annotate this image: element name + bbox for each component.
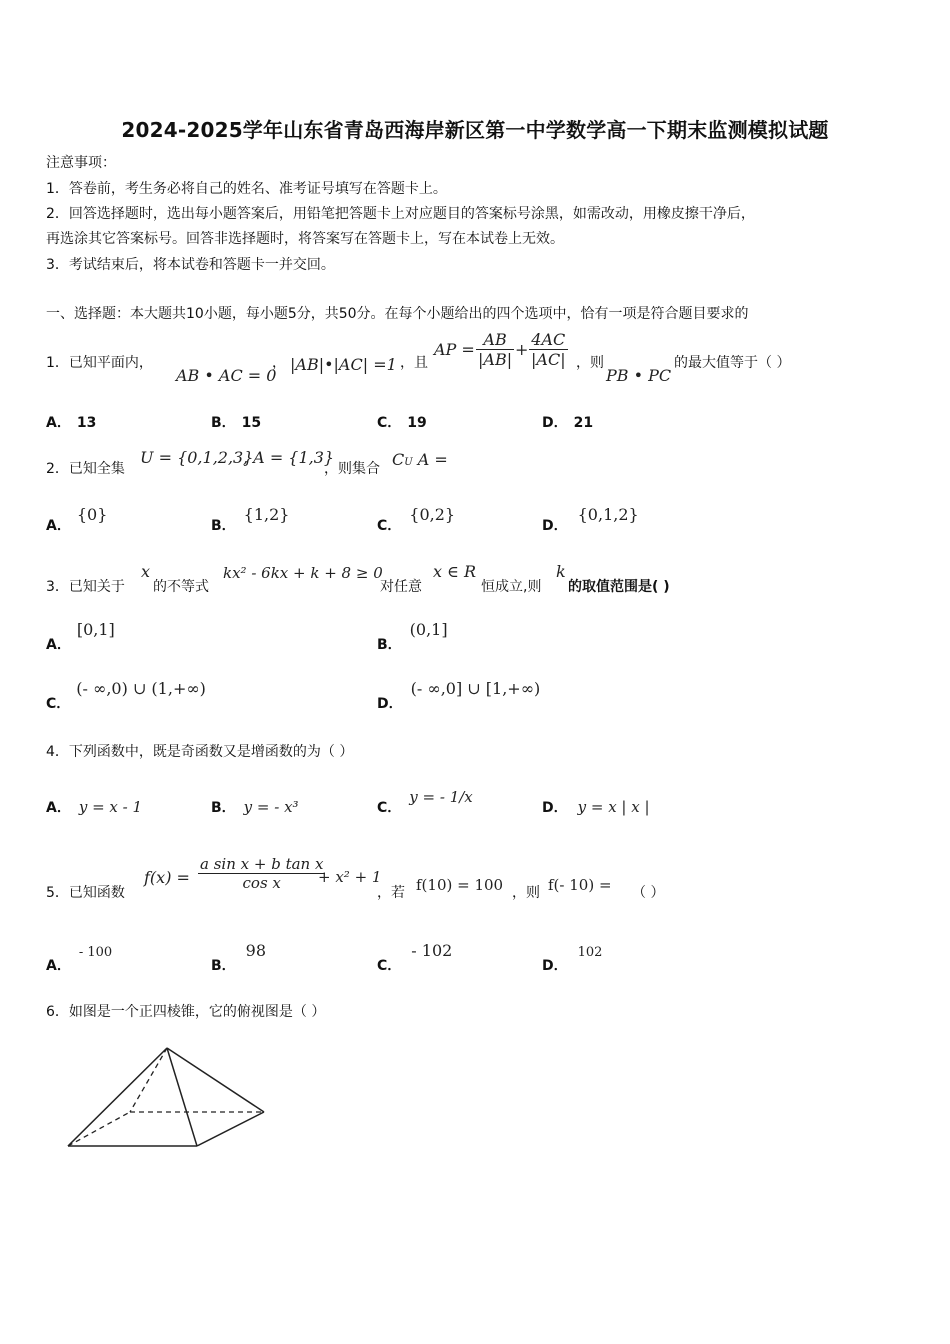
fraction-denominator: cos x [242,874,281,892]
math-expression: kx² - 6kx + k + 8 ≥ 0 [223,564,383,582]
math-expression: x ∈ R [433,562,477,581]
question-text: 已知全集 [68,461,125,477]
question-text: ，则 [512,885,540,901]
question-text: 对任意 [380,579,422,595]
option-label: C． [377,800,402,816]
option-value: [0,1] [76,620,115,639]
option-value: - 100 [78,945,113,960]
option-value: y = - 1/x [409,788,473,806]
math-expression: f(x) = [144,868,190,887]
question-text: ， [272,355,286,371]
pyramid-base-edge [197,1112,264,1146]
subscript: U [404,457,413,468]
question-number: 5． [46,885,69,901]
question-text: 已知平面内， [68,355,153,371]
question-text: 的最大值等于（ ） [674,355,791,371]
fraction-numerator: AB [476,330,514,350]
pyramid-edge [167,1048,197,1146]
question-text: 的取值范围是( ) [568,579,670,595]
question-text: 的不等式 [153,579,209,595]
option-value: 21 [573,415,594,431]
math-expression: C [392,450,405,469]
option-label: A． [46,518,71,534]
option-label: C． [46,696,71,712]
question-text: 下列函数中，既是奇函数又是增函数的为（ ） [68,744,354,760]
option-label: C． [377,958,402,974]
fraction [476,330,514,369]
plus-sign: + [515,340,529,359]
question-text: ，且 [400,355,428,371]
option-label: C． [377,415,402,431]
option-value: {1,2} [243,505,290,524]
fraction [529,330,568,369]
option-value: y = - x³ [243,798,299,816]
option-value: {0,1,2} [577,505,639,524]
question-number: 1． [46,355,69,371]
fraction-denominator: |AB| [478,350,513,369]
math-expression: f(- 10) = [548,876,612,894]
option-value: y = x | x | [577,798,650,816]
math-expression: + x² + 1 [318,868,382,886]
fraction-numerator: 4AC [529,330,568,350]
note-item: 3．考试结束后，将本试卷和答题卡一并交回。 [46,257,335,273]
math-expression: f(10) = 100 [416,876,504,894]
option-value: 13 [76,415,97,431]
question-text: 已知函数 [68,885,125,901]
option-value: y = x - 1 [78,798,143,816]
option-value: {0,2} [409,505,456,524]
note-item: 2．回答选择题时，选出每小题答案后，用铅笔把答题卡上对应题目的答案标号涂黑，如需改动，用橡皮擦干净后， [46,206,755,222]
pyramid-edge [167,1048,264,1112]
option-label: B． [211,958,236,974]
option-label: A． [46,415,71,431]
fraction-numerator: a sin x + b tan x [200,855,324,873]
option-label: D． [542,518,568,534]
option-value: (0,1] [409,620,448,639]
option-value: 102 [577,945,603,960]
question-text: 已知关于 [68,579,125,595]
option-label: D． [542,958,568,974]
option-value: 15 [241,415,262,431]
option-label: A． [46,637,71,653]
question-text: （ ） [632,885,665,901]
option-label: D． [377,696,403,712]
math-expression: U = {0,1,2,3} [140,448,254,467]
math-expression: PB • PC [606,366,672,385]
pyramid-edge [68,1048,167,1146]
question-text: ，若 [377,885,405,901]
question-number: 3． [46,579,69,595]
page-title: 2024-2025学年山东省青岛西海岸新区第一中学数学高一下期末监测模拟试题 [121,118,829,142]
question-text: 恒成立,则 [481,579,542,595]
option-label: B． [211,518,236,534]
option-value: - 102 [411,941,453,960]
option-value: 98 [245,941,267,960]
option-label: D． [542,800,568,816]
option-label: A． [46,800,71,816]
math-expression: |AB|•|AC| =1 [290,355,397,374]
math-expression: , A = {1,3} [243,448,335,467]
fraction-denominator: |AC| [531,350,566,369]
question-text: ，则 [576,355,604,371]
fraction [198,855,325,892]
option-value: (- ∞,0) ∪ (1,+∞) [76,679,206,698]
option-label: B． [377,637,402,653]
math-expression: A = [417,450,448,469]
option-label: B． [211,415,236,431]
note-item: 再选涂其它答案标号。回答非选择题时，将答案写在答题卡上，写在本试卷上无效。 [46,231,564,247]
question-number: 2． [46,461,69,477]
option-label: B． [211,800,236,816]
math-expression: k [556,562,566,581]
option-label: D． [542,415,568,431]
option-label: A． [46,958,71,974]
section-heading: 一、选择题：本大题共10小题，每小题5分，共50分。在每个小题给出的四个选项中，恰有一项是符合题目要求的 [46,306,749,322]
note-item: 1．答卷前，考生务必将自己的姓名、准考证号填写在答题卡上。 [46,181,447,197]
question-number: 4． [46,744,69,760]
question-number: 6． [46,1004,69,1020]
option-label: C． [377,518,402,534]
math-expression: AB • AC = 0 [176,366,277,385]
question-text: 如图是一个正四棱锥，它的俯视图是（ ） [68,1004,326,1020]
notes-heading: 注意事项： [46,155,116,171]
math-expression: x [141,562,151,581]
option-value: (- ∞,0] ∪ [1,+∞) [410,679,541,698]
pyramid-figure [60,1042,275,1157]
pyramid-hidden-edge [68,1112,130,1146]
option-value: 19 [407,415,427,431]
question-text: ，则集合 [324,461,380,477]
option-value: {0} [76,505,108,524]
math-expression: AP = [434,340,475,359]
